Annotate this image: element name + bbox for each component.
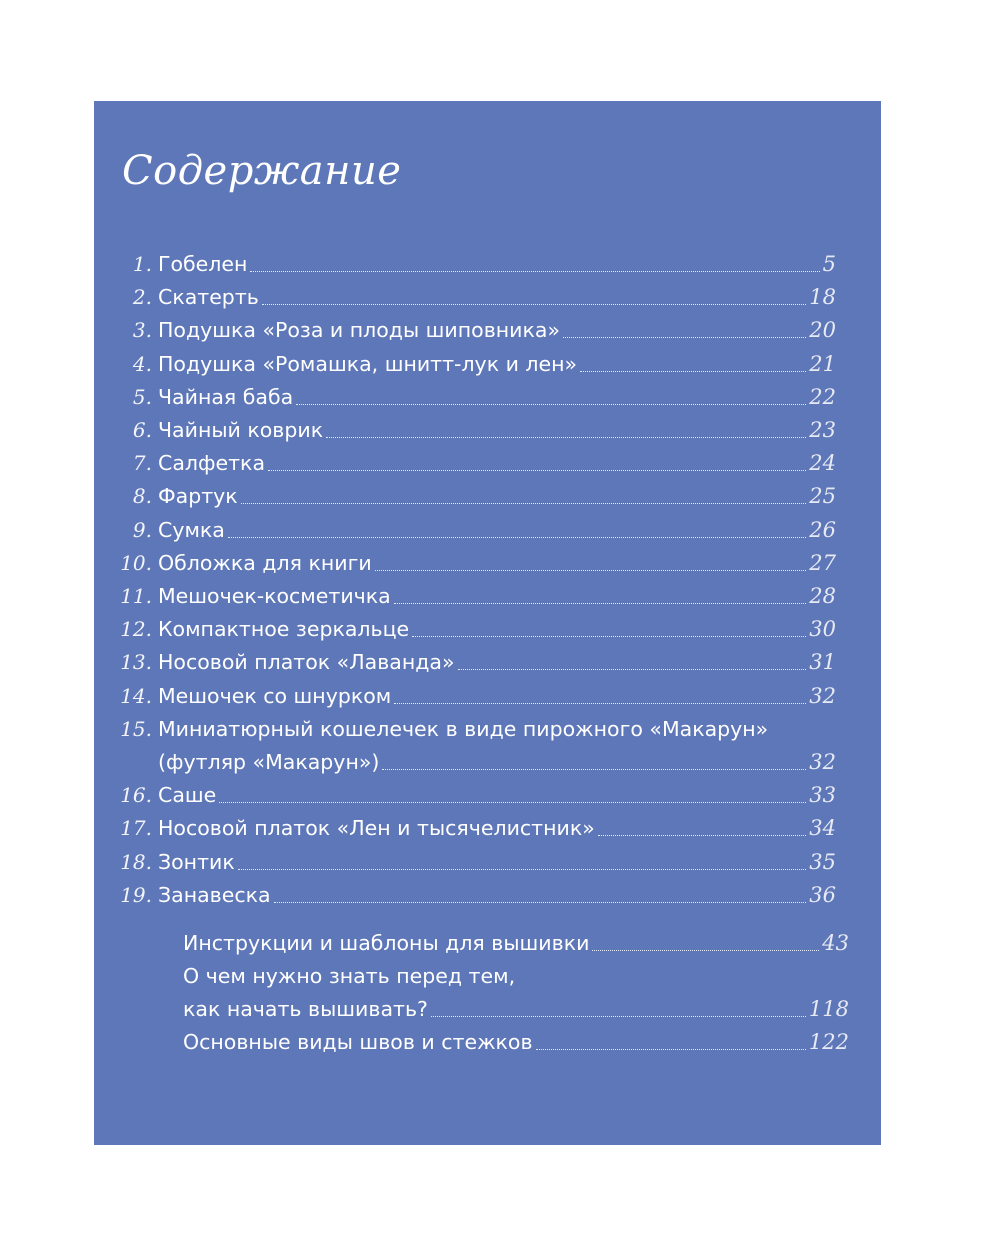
dot-leader bbox=[375, 570, 807, 571]
toc-entry bbox=[183, 1027, 849, 1057]
toc-entry-title: Саше bbox=[158, 783, 217, 808]
toc-entry bbox=[118, 647, 836, 677]
toc-entry-number: 2. bbox=[132, 285, 152, 310]
toc-entry bbox=[118, 847, 836, 877]
toc-entry bbox=[118, 349, 836, 379]
toc-entry-page: 32 bbox=[809, 750, 836, 774]
toc-entry bbox=[118, 614, 836, 644]
toc-entry bbox=[118, 282, 836, 312]
toc-entry-number: 3. bbox=[132, 318, 152, 343]
dot-leader bbox=[296, 404, 806, 405]
toc-entry-number: 4. bbox=[132, 351, 152, 376]
toc-entry-title: Занавеска bbox=[158, 882, 271, 907]
toc-entry-number: 16. bbox=[120, 783, 152, 808]
dot-leader bbox=[412, 636, 806, 637]
toc-entry-page: 5 bbox=[822, 252, 836, 276]
dot-leader bbox=[458, 669, 807, 670]
toc-entry-title: Мешочек-косметичка bbox=[158, 584, 391, 608]
toc-entry bbox=[118, 481, 836, 511]
toc-entry-number: 12. bbox=[120, 617, 152, 642]
toc-entry-title: Сумка bbox=[158, 517, 225, 542]
toc-entry-number: 17. bbox=[120, 816, 152, 841]
toc-entry-number: 10. bbox=[120, 550, 152, 575]
toc-entry-number: 15. bbox=[120, 716, 152, 741]
toc-entry-number: 7. bbox=[132, 451, 152, 476]
toc-entry bbox=[118, 515, 836, 545]
dot-leader bbox=[241, 503, 807, 504]
toc-entry-page: 23 bbox=[809, 418, 836, 442]
toc-entry-page: 36 bbox=[809, 882, 836, 907]
toc-entry-page: 31 bbox=[809, 650, 836, 675]
toc-entry-title: Фартук bbox=[158, 484, 238, 509]
toc-entry bbox=[118, 415, 836, 445]
dot-leader bbox=[394, 603, 807, 604]
dot-leader bbox=[219, 802, 806, 803]
toc-entry-number: 8. bbox=[132, 484, 152, 509]
toc-entry-page: 25 bbox=[809, 484, 836, 509]
toc-entry bbox=[118, 747, 836, 777]
toc-entry-number: 6. bbox=[132, 418, 152, 442]
dot-leader bbox=[580, 371, 806, 372]
toc-entry-page: 20 bbox=[809, 318, 836, 343]
toc-entry-title: Носовой платок «Лен и тысячелистник» bbox=[158, 816, 595, 841]
toc-entry bbox=[183, 928, 849, 958]
toc-entry-title: Основные виды швов и стежков bbox=[183, 1030, 533, 1054]
toc-entry-title: (футляр «Макарун») bbox=[158, 750, 380, 774]
toc-entry-page: 122 bbox=[808, 1030, 849, 1054]
toc-entry-title: Мешочек со шнурком bbox=[158, 683, 392, 708]
toc-entry-title: Подушка «Ромашка, шнитт-лук и лен» bbox=[158, 351, 578, 376]
toc-entry-page: 33 bbox=[809, 783, 836, 808]
dot-leader bbox=[228, 537, 806, 538]
dot-leader bbox=[274, 902, 807, 903]
toc-entry-title: Подушка «Роза и плоды шиповника» bbox=[158, 318, 560, 343]
toc-entry bbox=[118, 780, 836, 810]
toc-entry-page: 24 bbox=[809, 451, 836, 476]
dot-leader bbox=[268, 470, 806, 471]
toc-entry-title: Миниатюрный кошелечек в виде пирожного «Макарун» bbox=[158, 716, 769, 741]
toc-entry-title: Чайная баба bbox=[158, 384, 294, 409]
toc-entry-title: Скатерть bbox=[158, 285, 259, 310]
toc-entry-number: 1. bbox=[132, 252, 152, 276]
toc-entry bbox=[183, 961, 849, 991]
toc-entry-number: 5. bbox=[132, 384, 152, 409]
toc-entry-title: Чайный коврик bbox=[158, 418, 324, 442]
toc-entry-number: 18. bbox=[120, 849, 152, 874]
toc-entry-number: 14. bbox=[120, 683, 152, 708]
dot-leader bbox=[394, 703, 806, 704]
contents-heading: Содержание bbox=[122, 148, 402, 194]
toc-entry-page: 30 bbox=[809, 617, 836, 642]
dot-leader bbox=[536, 1049, 806, 1050]
toc-entry bbox=[118, 548, 836, 578]
dot-leader bbox=[592, 950, 819, 951]
toc-entry bbox=[183, 994, 849, 1024]
toc-entry-page: 34 bbox=[809, 816, 836, 841]
toc-entry bbox=[118, 813, 836, 843]
toc-entry bbox=[118, 714, 836, 744]
dot-leader bbox=[326, 437, 806, 438]
toc-entry-number: 19. bbox=[120, 882, 152, 907]
toc-entry-page: 21 bbox=[809, 351, 836, 376]
dot-leader bbox=[250, 271, 819, 272]
toc-entry bbox=[118, 382, 836, 412]
toc-entry bbox=[118, 681, 836, 711]
toc-entry-page: 35 bbox=[809, 849, 836, 874]
toc-entry-title: Инструкции и шаблоны для вышивки bbox=[183, 931, 590, 955]
toc-entry-number: 9. bbox=[132, 517, 152, 542]
toc-entry bbox=[118, 880, 836, 910]
toc-entry bbox=[118, 448, 836, 478]
toc-entry-page: 22 bbox=[809, 384, 836, 409]
toc-entry-title: Носовой платок «Лаванда» bbox=[158, 650, 455, 675]
dot-leader bbox=[382, 769, 806, 770]
toc-entry bbox=[118, 581, 836, 611]
dot-leader bbox=[563, 337, 806, 338]
toc-entry bbox=[118, 315, 836, 345]
toc-entry-number: 13. bbox=[120, 650, 152, 675]
toc-entry-page: 27 bbox=[809, 550, 836, 575]
dot-leader bbox=[431, 1016, 806, 1017]
toc-entry-title: как начать вышивать? bbox=[183, 997, 428, 1021]
toc-entry-title: Гобелен bbox=[158, 252, 248, 276]
toc-entry-page: 43 bbox=[822, 931, 849, 955]
dot-leader bbox=[598, 835, 807, 836]
toc-entry-title: Зонтик bbox=[158, 849, 235, 874]
dot-leader bbox=[238, 869, 807, 870]
dot-leader bbox=[262, 304, 806, 305]
toc-entry-title: Обложка для книги bbox=[158, 550, 372, 575]
toc-entry-page: 32 bbox=[809, 683, 836, 708]
toc-entry-page: 26 bbox=[809, 517, 836, 542]
toc-entry-title: О чем нужно знать перед тем, bbox=[183, 964, 516, 988]
toc-entry-page: 118 bbox=[808, 997, 849, 1021]
toc-entry bbox=[118, 249, 836, 279]
toc-entry-title: Салфетка bbox=[158, 451, 266, 476]
toc-entry-number: 11. bbox=[120, 584, 152, 608]
toc-entry-title: Компактное зеркальце bbox=[158, 617, 410, 642]
toc-entry-page: 18 bbox=[809, 285, 836, 310]
toc-entry-page: 28 bbox=[809, 584, 836, 608]
